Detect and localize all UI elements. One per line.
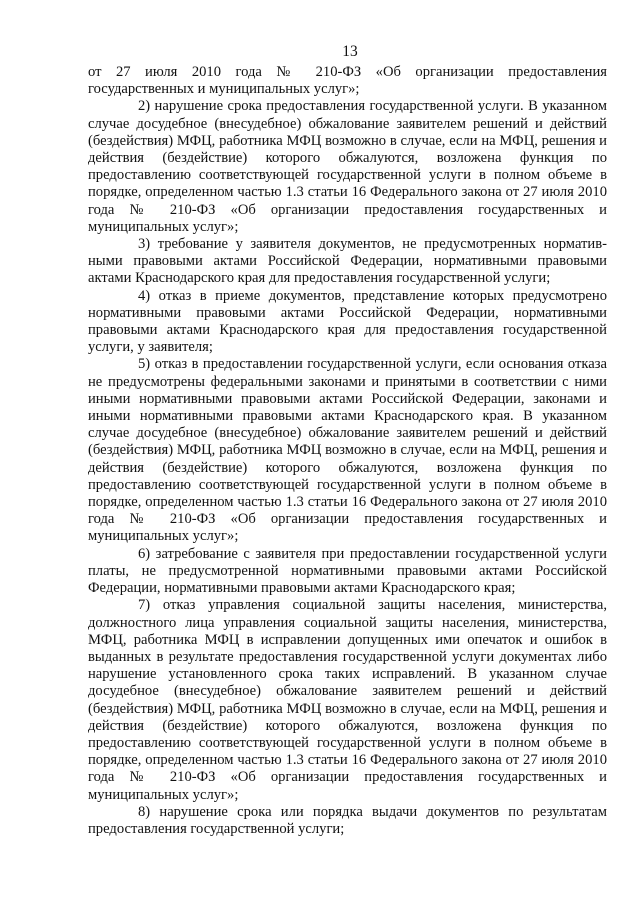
list-item-6: 6) затребование с заявителя при предоставлении государственной услуги платы, не предусмотренной нормативными правовыми актами Российской Федерации, нормативными правовыми актами Краснодарского края;	[88, 545, 607, 597]
list-item-8: 8) нарушение срока или порядка выдачи документов по результатам предоставления государственной услуги;	[88, 803, 607, 837]
list-item-4: 4) отказ в приеме документов, представление которых предусмотрено нормативными правовыми актами Российской Федерации, нормативными правовыми актами Краснодарского края для предоставления государственной услуги, у заявителя;	[88, 287, 607, 356]
list-item-7: 7) отказ управления социальной защиты населения, министерства, должностного лица управления социальной защиты населения, министерства, МФЦ, работника МФЦ в исправлении допущенных ими опечаток и ошибок в выданных в результате предоставления государственной услуги документах либо нарушение установленного срока таких исправлений. В указанном случае досудебное (внесудебное) обжалование заявителем решений и действий (бездействия) МФЦ, работника МФЦ возможно в случае, если на МФЦ, решения и действия (бездействие) которого обжалуются, возложена функция по предоставлению соответствующей государственной услуги в полном объеме в порядке, определенном частью 1.3 статьи 16 Федерального закона от 27 июля 2010 года № 210-ФЗ «Об организации предоставления государственных и муниципальных услуг»;	[88, 597, 607, 803]
list-item-2: 2) нарушение срока предоставления государственной услуги. В указанном случае досудебное (внесудебное) обжалование заявителем решений и действий (бездействия) МФЦ, работника МФЦ возможно в случае, если на МФЦ, решения и действия (бездействие) которого обжалуются, возложена функция по предоставлению соответствующей государственной услуги в полном объеме в порядке, определенном частью 1.3 статьи 16 Федерального закона от 27 июля 2010 года № 210-ФЗ «Об организации предоставления государственных и муниципальных услуг»;	[88, 98, 607, 235]
list-item-3: 3) требование у заявителя документов, не предусмотренных нормативными правовыми актами Российской Федерации, нормативными правовыми актами Краснодарского края для предоставления государственной услуги;	[88, 236, 607, 287]
document-body	[88, 64, 607, 838]
page-number: 13	[342, 43, 358, 60]
list-item-5: 5) отказ в предоставлении государственной услуги, если основания отказа не предусмотрены федеральными законами и принятыми в соответствии с ними иными нормативными правовыми актами Российской Федерации, законами и иными нормативными правовыми актами Краснодарского края. В указанном случае досудебное (внесудебное) обжалование заявителем решений и действий (бездействия) МФЦ, работника МФЦ возможно в случае, если на МФЦ, решения и действия (бездействие) которого обжалуются, возложена функция по предоставлению соответствующей государственной услуги в полном объеме в порядке, определенном частью 1.3 статьи 16 Федерального закона от 27 июля 2010 года № 210-ФЗ «Об организации предоставления государственных и муниципальных услуг»;	[88, 356, 607, 545]
paragraph-continuation: от 27 июля 2010 года № 210-ФЗ «Об организации предоставления государственных и муниципальных услуг»;	[88, 64, 607, 98]
